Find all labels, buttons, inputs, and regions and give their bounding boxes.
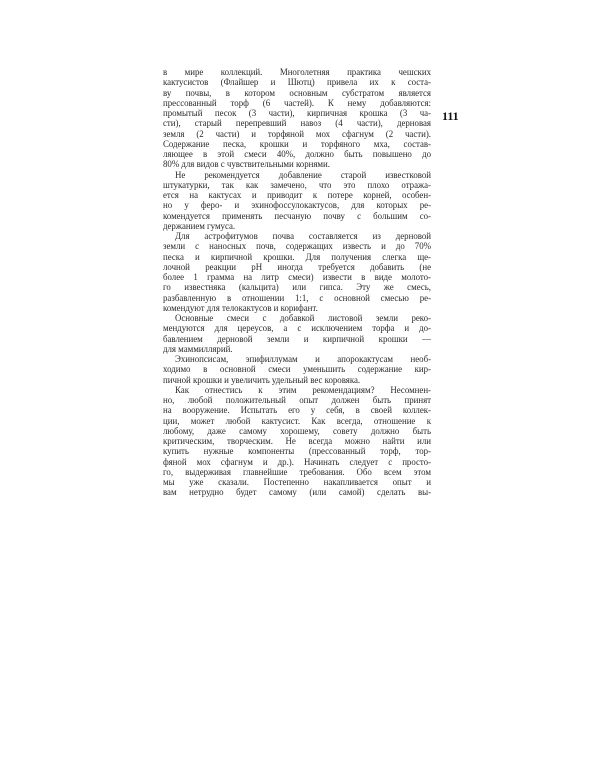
text-line: Эхинопсисам, эпифиллумам и апорокактусам необ- bbox=[175, 354, 431, 364]
text-line: но у феро- и эхинофоссулокактусов, для которых ре- bbox=[163, 200, 431, 211]
text-line: ется на кактусах и приводит к потере корней, особен- bbox=[163, 190, 431, 200]
body-text bbox=[163, 67, 431, 498]
text-line: Основные смеси с добавкой листовой земли реко- bbox=[175, 313, 431, 323]
text-line: промытый песок (3 части), кирпичная крошка (3 ча- bbox=[163, 108, 431, 118]
text-line: фяной мох сфагнум и др.). Начинать следует с просто- bbox=[163, 456, 431, 467]
text-line: го известняка (кальцита) или гипса. Эту же смесь, bbox=[163, 282, 431, 293]
text-line: для маммиллярий. bbox=[163, 343, 233, 354]
text-line: песка и кирпичной крошки. Для получения слегка ще- bbox=[163, 251, 431, 262]
text-line: Для астрофитумов почва составляется из дерновой bbox=[175, 231, 431, 241]
text-line: но, любой положительный опыт должен быть принят bbox=[163, 395, 431, 405]
text-line: комендуется применять песчаную почву с большим со- bbox=[163, 210, 431, 221]
text-line: прессованный торф (6 частей). К нему добавляются: bbox=[163, 97, 431, 108]
text-line: в мире коллекций. Многолетняя практика чешских bbox=[163, 67, 431, 77]
text-line: разбавленную в отношении 1:1, с основной смесью ре- bbox=[163, 292, 431, 303]
text-line: более 1 грамма на литр смеси) извести в виде молото- bbox=[163, 272, 431, 282]
text-line: комендуют для телокактусов и корифант. bbox=[163, 302, 318, 313]
text-line: Как отнестись к этим рекомендациям? Несомнен- bbox=[175, 384, 431, 395]
text-line: земля (2 части) и торфяной мох сфагнум (2 части). bbox=[163, 128, 431, 139]
text-line: 80% для видов с чувствительными корнями. bbox=[163, 159, 330, 170]
text-line: ляющее в этой смеси 40%, должно быть повышено до bbox=[163, 149, 431, 159]
text-line: вам нетрудно будет самому (или самой) сделать вы- bbox=[163, 487, 431, 498]
text-line: Содержание песка, крошки и торфяного мха, состав- bbox=[163, 138, 431, 149]
text-line: держанием гумуса. bbox=[163, 220, 236, 231]
text-line: ходимо в основной смеси уменьшить содержание кир- bbox=[163, 364, 431, 375]
text-line: мендуются для цереусов, а с исключением торфа и до- bbox=[163, 323, 431, 334]
text-line: пичной крошки и увеличить удельный вес коровяка. bbox=[163, 374, 361, 385]
text-line: ции, может любой кактусист. Как всегда, отношение к bbox=[163, 415, 431, 426]
text-line: критическим, творческим. Не всегда можно найти или bbox=[163, 436, 431, 446]
text-line: сти), старый перепревший навоз (4 части), дерновая bbox=[163, 118, 431, 129]
text-line: мы уже сказали. Постепенно накапливается опыт и bbox=[163, 477, 431, 487]
text-line: го, выдерживая главнейшие требования. Обо всем этом bbox=[163, 466, 431, 477]
text-line: любому, даже самому хорошему, совету должно быть bbox=[163, 425, 431, 436]
text-line: лочной реакции pH иногда требуется добавить (не bbox=[163, 261, 431, 272]
text-line: на вооружение. Испытать его у себя, в своей коллек- bbox=[163, 405, 431, 416]
text-line: кактусистов (Флайшер и Шютц) привела их к соста- bbox=[163, 77, 431, 88]
text-line: земли с наносных почв, содержащих известь и до 70% bbox=[163, 241, 431, 252]
text-line: штукатурки, так как замечено, что это плохо отража- bbox=[163, 179, 431, 190]
text-line: бавлением дерновой земли и кирпичной крошки — bbox=[163, 333, 431, 344]
page-number: 111 bbox=[442, 109, 459, 123]
text-line: ву почвы, в котором основным субстратом является bbox=[163, 87, 431, 98]
text-line: Не рекомендуется добавление старой известковой bbox=[175, 169, 431, 180]
text-line: купить нужные компоненты (прессованный торф, тор- bbox=[163, 446, 431, 457]
